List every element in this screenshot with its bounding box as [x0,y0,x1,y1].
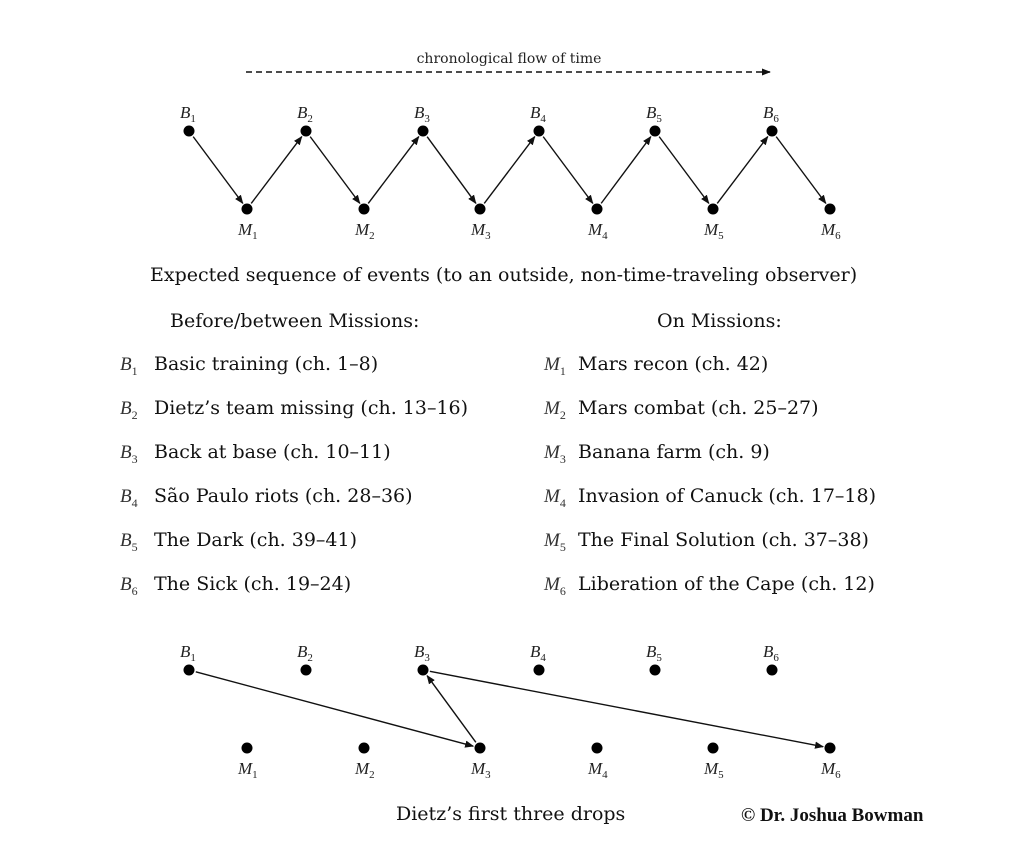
top-node-m2 [359,204,370,215]
on-item-5 [544,529,869,555]
before-item-text: Dietz’s team missing (ch. 13–16) [154,397,469,419]
on-item-code: $M_5$ [544,530,566,554]
on-item-text: The Final Solution (ch. 37–38) [578,529,869,551]
top-edge-m5-b6 [717,137,768,204]
copyright: © Dr. Joshua Bowman [741,805,924,826]
before-item-text: The Sick (ch. 19–24) [154,573,352,595]
bottom-label-b5: $B_5$ [646,642,662,664]
before-heading: Before/between Missions: [170,310,420,332]
before-item-code: $B_5$ [120,530,138,554]
before-item-text: The Dark (ch. 39–41) [154,529,358,551]
before-item-3 [120,441,391,467]
top-label-m6: $M_6$ [821,220,841,242]
bottom-label-m1: $M_1$ [238,759,258,781]
on-item-4 [544,485,876,511]
top-label-m4: $M_4$ [588,220,608,242]
bottom-node-b2 [301,665,312,676]
top-label-b2: $B_2$ [297,103,313,125]
top-node-b6 [767,126,778,137]
before-item-5 [120,529,357,555]
top-label-b1: $B_1$ [180,103,196,125]
on-heading: On Missions: [657,310,782,332]
bottom-caption: Dietz’s first three drops [396,803,626,825]
top-edge-m3-b4 [484,137,535,204]
before-item-text: São Paulo riots (ch. 28–36) [154,485,413,507]
bottom-node-b1 [184,665,195,676]
top-label-b3: $B_3$ [414,103,430,125]
bottom-graph [180,642,841,781]
on-item-text: Mars recon (ch. 42) [578,353,769,375]
top-label-m5: $M_5$ [704,220,724,242]
top-node-b5 [650,126,661,137]
top-edge-b6-m6 [776,137,826,204]
on-item-3 [544,441,770,467]
bottom-label-b3: $B_3$ [414,642,430,664]
bottom-node-m4 [592,743,603,754]
top-node-m4 [592,204,603,215]
bottom-edge-m3-b3 [427,676,476,743]
before-item-code: $B_1$ [120,354,138,378]
top-label-b5: $B_5$ [646,103,662,125]
top-label-b4: $B_4$ [530,103,546,125]
on-item-1 [544,353,768,379]
on-item-2 [544,397,819,423]
on-item-6 [544,573,875,599]
on-item-code: $M_4$ [544,486,566,510]
before-item-text: Back at base (ch. 10–11) [154,441,391,463]
before-item-2 [120,397,468,423]
bottom-node-b3 [418,665,429,676]
on-item-code: $M_1$ [544,354,566,378]
bottom-edge-b3-m6 [430,671,823,746]
top-label-m3: $M_3$ [471,220,491,242]
before-item-code: $B_6$ [120,574,138,598]
before-item-text: Basic training (ch. 1–8) [154,353,379,375]
bottom-label-m2: $M_2$ [355,759,375,781]
bottom-node-m6 [825,743,836,754]
top-label-b6: $B_6$ [763,103,779,125]
before-item-1 [120,353,378,379]
top-edge-b4-m4 [543,137,593,204]
top-edge-m1-b2 [251,137,302,204]
top-node-b1 [184,126,195,137]
top-edge-b3-m3 [427,137,476,204]
top-node-m3 [475,204,486,215]
top-caption: Expected sequence of events (to an outside, non-time-traveling observer) [150,264,858,286]
on-item-code: $M_3$ [544,442,566,466]
before-item-4 [120,485,413,511]
on-item-text: Liberation of the Cape (ch. 12) [578,573,875,595]
before-item-6 [120,573,351,599]
top-edge-b1-m1 [193,137,243,204]
bottom-node-b4 [534,665,545,676]
bottom-node-m2 [359,743,370,754]
on-item-text: Mars combat (ch. 25–27) [578,397,819,419]
bottom-node-m3 [475,743,486,754]
bottom-label-b4: $B_4$ [530,642,546,664]
bottom-node-b6 [767,665,778,676]
top-node-b3 [418,126,429,137]
before-item-code: $B_4$ [120,486,138,510]
bottom-label-m4: $M_4$ [588,759,608,781]
top-node-b2 [301,126,312,137]
before-item-code: $B_2$ [120,398,138,422]
top-node-m1 [242,204,253,215]
top-label-m2: $M_2$ [355,220,375,242]
on-item-text: Banana farm (ch. 9) [578,441,770,463]
bottom-label-b1: $B_1$ [180,642,196,664]
top-graph [180,103,841,242]
bottom-label-m6: $M_6$ [821,759,841,781]
bottom-label-b2: $B_2$ [297,642,313,664]
top-label-m1: $M_1$ [238,220,258,242]
top-edge-m4-b5 [601,137,651,204]
top-node-m6 [825,204,836,215]
top-node-m5 [708,204,719,215]
flow-label: chronological flow of time [416,51,602,67]
top-node-b4 [534,126,545,137]
on-item-text: Invasion of Canuck (ch. 17–18) [578,485,877,507]
before-item-code: $B_3$ [120,442,138,466]
on-item-code: $M_6$ [544,574,566,598]
top-edge-b5-m5 [659,137,709,204]
top-edge-m2-b3 [368,137,419,204]
bottom-node-m5 [708,743,719,754]
top-edge-b2-m2 [310,137,360,204]
bottom-label-m5: $M_5$ [704,759,724,781]
bottom-label-m3: $M_3$ [471,759,491,781]
bottom-label-b6: $B_6$ [763,642,779,664]
on-item-code: $M_2$ [544,398,566,422]
bottom-node-m1 [242,743,253,754]
bottom-node-b5 [650,665,661,676]
